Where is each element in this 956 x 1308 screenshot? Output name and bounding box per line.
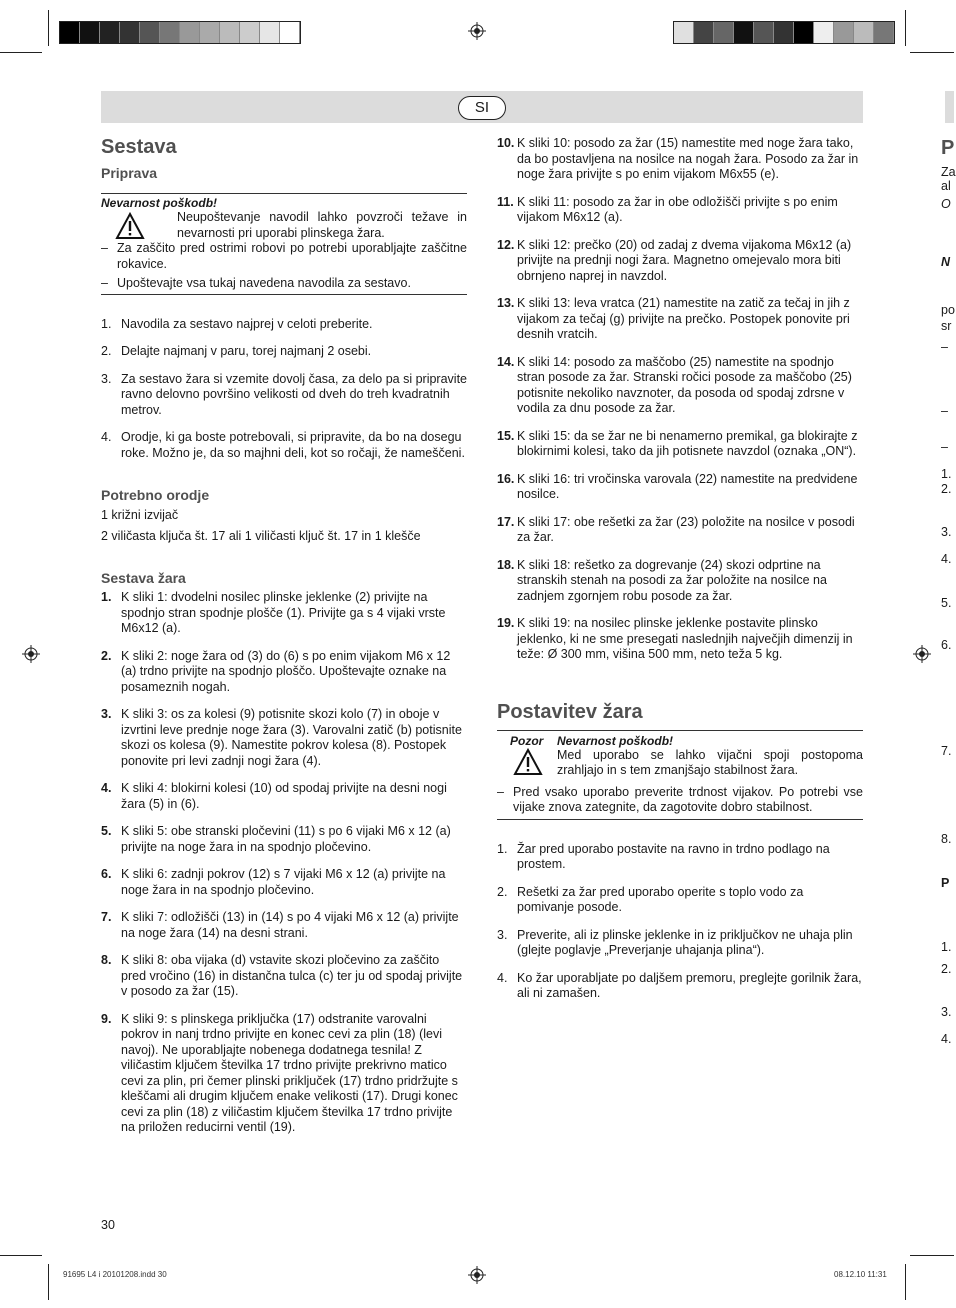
setup-steps-list xyxy=(497,842,863,1002)
list-number: 11. xyxy=(497,194,514,209)
list-item xyxy=(101,372,467,419)
section-title: Postavitev žara xyxy=(497,700,643,723)
edge-fragment: sr xyxy=(941,319,952,333)
list-number: 2. xyxy=(101,344,112,358)
list-number: 18. xyxy=(497,557,515,572)
list-item xyxy=(497,429,863,460)
edge-fragment: Za xyxy=(941,165,956,179)
footer-date: 08.12.10 11:31 xyxy=(834,1270,887,1279)
edge-fragment: 6. xyxy=(941,638,952,652)
list-item xyxy=(101,649,467,696)
list-item xyxy=(497,558,863,605)
list-number: 12. xyxy=(497,237,515,252)
edge-fragment: P xyxy=(941,137,955,159)
right-column xyxy=(497,136,863,1002)
list-number: 16. xyxy=(497,471,515,486)
list-number: 7. xyxy=(101,910,112,924)
registration-mark-icon xyxy=(913,645,931,663)
list-text: K sliki 7: odložišči (13) in (14) s po 4 vijaki M6 x 12 (a) privijte na noge žara (14) na desni strani. xyxy=(121,910,459,940)
list-number: 1. xyxy=(101,590,112,604)
list-item xyxy=(101,824,467,855)
prep-steps-list xyxy=(101,317,467,462)
warning-bullet: – Upoštevajte vsa tukaj navedena navodila za sestavo. xyxy=(101,276,411,290)
list-number: 8. xyxy=(101,953,112,967)
subsection-title: Priprava xyxy=(101,165,158,181)
edge-fragment: 4. xyxy=(941,1032,952,1046)
list-text: K sliki 2: noge žara od (3) do (6) s po enim vijakom M6 x 12 (a) trdno privijte na spodnjo ploščo. Upoštevajte oznake na posameznih nogah. xyxy=(121,648,451,694)
list-text: Delajte najmanj v paru, torej najmanj 2 osebi. xyxy=(121,344,372,358)
footer-file: 91695 L4 i 20101208.indd 30 xyxy=(63,1270,167,1279)
language-badge: SI xyxy=(458,96,506,120)
warning-triangle-icon xyxy=(115,212,145,240)
warning-box xyxy=(101,193,467,295)
list-text: K sliki 16: tri vročinska varovala (22) namestite na predvidene nosilce. xyxy=(517,471,858,501)
edge-fragment: 2. xyxy=(941,962,952,976)
subsection-title: Sestava žara xyxy=(101,570,186,586)
crop-mark xyxy=(910,1255,954,1256)
edge-fragment: 4. xyxy=(941,552,952,566)
list-number: 4. xyxy=(497,970,508,985)
list-item xyxy=(101,344,467,360)
edge-fragment: 3. xyxy=(941,525,952,539)
list-item xyxy=(101,953,467,1000)
assembly-steps-list xyxy=(101,590,467,1136)
left-column xyxy=(101,136,467,1136)
edge-fragment: – xyxy=(941,440,948,454)
list-text: Ko žar uporabljate po daljšem premoru, preglejte gorilnik žara, ali ni zamašen. xyxy=(517,970,862,1000)
warning-bullet: – Pred vsako uporabo preverite trdnost vijakov. Po potrebi vse vijake znova zategnite, da zagotovite dobro stabilnost. xyxy=(497,784,863,814)
list-item xyxy=(101,590,467,637)
registration-mark-icon xyxy=(22,645,40,663)
list-item xyxy=(497,842,863,873)
page-number: 30 xyxy=(101,1218,115,1232)
list-text: K sliki 14: posodo za maščobo (25) namestite na spodnjo stran posode za žar. Stranski ročici posode za maščobo (25) potisnite nekoliko navznoter, da posoda od spodaj zdrsne v vodila za dnu posode za žar. xyxy=(517,354,852,415)
crop-mark xyxy=(905,1264,906,1300)
list-number: 10. xyxy=(497,136,515,150)
list-item xyxy=(497,136,863,183)
tool-line: 1 križni izvijač xyxy=(101,508,179,522)
list-text: Preverite, ali iz plinske jeklenke in iz priključkov ne uhaja plin (glejte poglavje „Preverjanje uhajanja plina“). xyxy=(517,927,853,957)
list-item xyxy=(101,910,467,941)
color-bar-left xyxy=(59,21,301,44)
list-text: Navodila za sestavo najprej v celoti preberite. xyxy=(121,316,373,331)
list-number: 15. xyxy=(497,428,515,443)
edge-fragment: N xyxy=(941,255,951,269)
registration-mark-icon xyxy=(468,1266,486,1284)
warning-label: Pozor xyxy=(510,733,544,748)
list-number: 17. xyxy=(497,514,515,529)
list-item xyxy=(497,296,863,343)
header-band-next-page xyxy=(945,91,954,123)
list-item xyxy=(101,781,467,812)
warning-bullet: – Za zaščito pred ostrimi robovi po potrebi uporabljajte zaščitne rokavice. xyxy=(101,241,467,271)
edge-fragment: 2. xyxy=(941,482,952,496)
edge-fragment: 7. xyxy=(941,744,952,758)
list-number: 5. xyxy=(101,824,112,838)
list-item xyxy=(497,928,863,959)
list-text: K sliki 1: dvodelni nosilec plinske jeklenke (2) privijte na spodnjo stran spodnje plošče (1). Privijte ga s 4 vijaki vrste M6x12 (a). xyxy=(121,590,446,635)
list-number: 14. xyxy=(497,354,515,369)
list-text: K sliki 12: prečko (20) od zadaj z dvema vijakoma M6x12 (a) privijte na prednji nogi žara. Magnetno omejevalo mora biti obrnjeno naprej in navzdol. xyxy=(517,237,852,283)
section-title: Sestava xyxy=(101,136,177,158)
list-text: K sliki 19: na nosilec plinske jeklenke postavite plinsko jeklenko, ki ne sme presegati naslednjih največjih dimenzij in teže: Ø 300 mm, višina 500 mm, neto teža 5 kg. xyxy=(517,616,853,661)
list-item xyxy=(497,472,863,503)
list-text: K sliki 13: leva vratca (21) namestite na zatič za tečaj in jih z vijakom za tečaj (g) privijte na prečko. Postopek ponovite pri desnih vratcih. xyxy=(517,296,850,341)
edge-fragment: 3. xyxy=(941,1005,952,1019)
list-number: 6. xyxy=(101,867,112,881)
subsection-title: Potrebno orodje xyxy=(101,487,210,503)
list-text: K sliki 9: s plinskega priključka (17) odstranite varovalni pokrov in nanj trdno privijte en konec cevi za plin (18) (levi navoj). Ne uporabljajte nobenega dodatnega tesnila! Z viličastim ključem številka 17 trdno privijte prekrivno matico cevi za plin, pri čemer plinski priključek (17) trdno pridržujte s kleščami ali drugim ključem enake velikosti (17). Drugi konec cevi za plin (18) z viličastim ključem številka 17 trdno privijte na priložen reducirni ventil (19). xyxy=(121,1011,458,1134)
list-item xyxy=(101,707,467,769)
list-item xyxy=(497,355,863,417)
registration-mark-icon xyxy=(468,22,486,40)
assembly-steps-list xyxy=(497,136,863,663)
edge-fragment: al xyxy=(941,179,951,193)
edge-fragment: – xyxy=(941,404,948,418)
crop-mark xyxy=(0,1255,42,1256)
list-number: 2. xyxy=(497,884,508,899)
list-item xyxy=(497,515,863,546)
list-text: Orodje, ki ga boste potrebovali, si pripravite, da bo na dosegu roke. Možno je, da so majhni deli, kot so ročaji, že nameščeni. xyxy=(121,430,465,460)
list-number: 3. xyxy=(101,371,112,386)
edge-fragment: 5. xyxy=(941,596,952,610)
list-number: 1. xyxy=(497,841,508,856)
list-item xyxy=(101,430,467,461)
list-number: 3. xyxy=(497,927,508,942)
list-text: K sliki 18: rešetko za dogrevanje (24) skozi odprtine na stranskih stenah na posodi za žar položite na nosilce na zadnjem zgornjem robu posode za žar. xyxy=(517,557,827,603)
list-text: K sliki 4: blokirni kolesi (10) od spodaj privijte na desni nogi žara (5) in (6). xyxy=(121,781,447,811)
edge-fragment: po xyxy=(941,303,955,317)
list-item xyxy=(101,1012,467,1136)
edge-fragment: – xyxy=(941,340,948,354)
warning-text: Neupoštevanje navodil lahko povzroči težave in nevarnosti pri uporabi plinskega žara. xyxy=(177,210,467,240)
list-text: Rešetki za žar pred uporabo operite s toplo vodo za pomivanje posode. xyxy=(517,884,804,914)
list-text: K sliki 5: obe stranski pločevini (11) s po 6 vijaki M6 x 12 (a) privijte na noge žara in na spodnjo pločevino. xyxy=(121,824,451,854)
tool-line: 2 viličasta ključa št. 17 ali 1 viličasti ključ št. 17 in 1 klešče xyxy=(101,528,421,543)
color-bar-right xyxy=(673,21,895,44)
list-item xyxy=(101,317,467,333)
list-item xyxy=(497,885,863,916)
list-number: 1. xyxy=(101,316,112,331)
edge-fragment: 1. xyxy=(941,940,952,954)
list-number: 2. xyxy=(101,648,112,663)
list-item xyxy=(101,867,467,898)
crop-mark xyxy=(0,52,42,53)
list-text: K sliki 10: posodo za žar (15) namestite med noge žara tako, da bo postavljena na nosilce na nogah žara. Posodo za žar in noge žara privijte s po enim vijakom M6x55 (e). xyxy=(517,136,859,181)
crop-mark xyxy=(910,52,954,53)
list-text: K sliki 3: os za kolesi (9) potisnite skozi kolo (7) in oboje v izvrtini leve prednje noge žara (3). Varovalni zatič (b) potisnite skozi os kolesa (9). Namestite pokrov kolesa (8). Postopek ponovite pri levi zadnji nogi žara (4). xyxy=(121,707,462,768)
warning-triangle-icon xyxy=(513,748,543,776)
list-number: 13. xyxy=(497,296,515,310)
list-item xyxy=(497,971,863,1002)
edge-fragment: 1. xyxy=(941,467,952,481)
edge-fragment: 8. xyxy=(941,832,952,846)
warning-title: Nevarnost poškodb! xyxy=(101,196,218,210)
list-text: Žar pred uporabo postavite na ravno in trdno podlago na prostem. xyxy=(517,841,830,871)
list-text: Za sestavo žara si vzemite dovolj časa, za delo pa si pripravite ravno delovno površino velikosti od dveh do treh kvadratnih metrov. xyxy=(121,371,467,417)
list-item xyxy=(497,195,863,226)
edge-fragment: P xyxy=(941,876,950,890)
warning-box xyxy=(497,730,863,820)
list-item xyxy=(497,616,863,663)
warning-title: Nevarnost poškodb! xyxy=(557,733,674,748)
list-number: 19. xyxy=(497,616,515,630)
list-number: 4. xyxy=(101,781,112,795)
list-text: K sliki 17: obe rešetki za žar (23) položite na nosilce v posodi za žar. xyxy=(517,514,855,544)
warning-text: Med uporabo se lahko vijačni spoji postopoma zrahljajo in s tem zmanjšajo stabilnost žara. xyxy=(557,747,863,777)
crop-mark xyxy=(48,1264,49,1300)
list-text: K sliki 8: oba vijaka (d) vstavite skozi pločevino za zaščito pred vročino (16) in distančna tulca (c) ter ju od spodaj privijte v posodo za žar (15). xyxy=(121,953,463,998)
edge-fragment: O xyxy=(941,197,951,211)
list-number: 3. xyxy=(101,707,112,721)
list-number: 4. xyxy=(101,430,112,444)
list-text: K sliki 15: da se žar ne bi nenamerno premikal, ga blokirajte z blokirnimi kolesi, tako da jih potisnete navzdol (oznaka „ON“). xyxy=(517,428,858,458)
list-item xyxy=(497,238,863,285)
crop-mark xyxy=(905,10,906,46)
crop-mark xyxy=(48,10,49,46)
list-text: K sliki 11: posodo za žar in obe odložišči privijte s po enim vijakom M6x12 (a). xyxy=(517,194,838,224)
list-number: 9. xyxy=(101,1011,112,1026)
list-text: K sliki 6: zadnji pokrov (12) s 7 vijaki M6 x 12 (a) privijte na noge žara in na spodnjo pločevino. xyxy=(121,867,446,897)
